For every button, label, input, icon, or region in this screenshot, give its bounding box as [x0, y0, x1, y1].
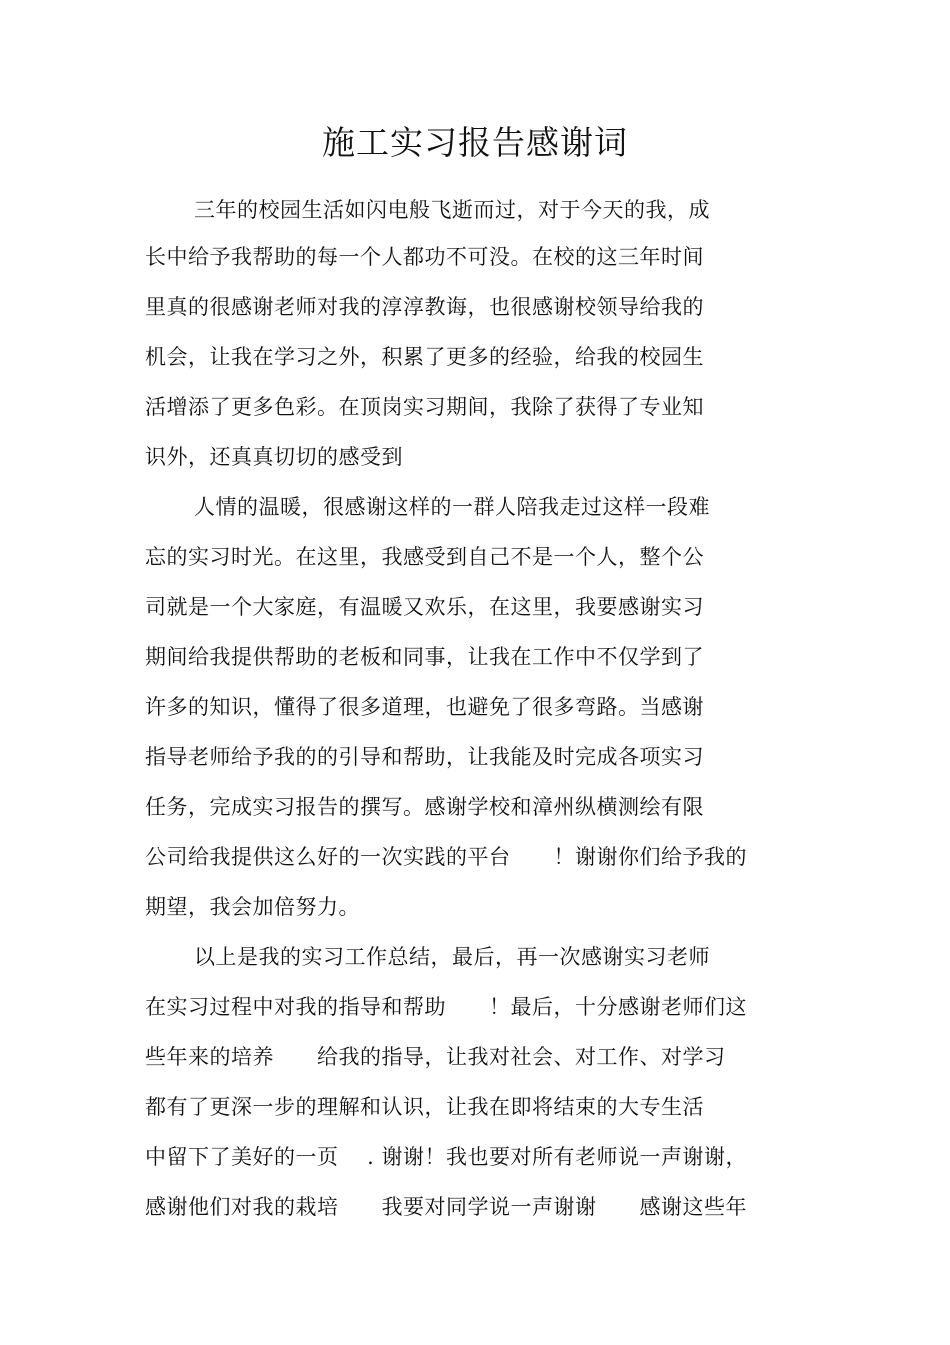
paragraph-line: 人情的温暖，很感谢这样的一群人陪我走过这样一段难 — [194, 495, 710, 519]
paragraph-line: 活增添了更多色彩。在顶岗实习期间，我除了获得了专业知 — [145, 395, 704, 419]
paragraph-line: 里真的很感谢老师对我的淳淳教诲，也很感谢校领导给我的 — [145, 295, 704, 319]
paragraph-line: 在实习过程中对我的指导和帮助 ！最后，十分感谢老师们这 — [145, 995, 747, 1019]
paragraph-line: 都有了更深一步的理解和认识，让我在即将结束的大专生活 — [145, 1095, 704, 1119]
page-title: 施工实习报告感谢词 — [322, 123, 628, 162]
paragraph-line: 些年来的培养 给我的指导，让我对社会、对工作、对学习 — [145, 1045, 726, 1069]
paragraph-line: 中留下了美好的一页 . 谢谢！我也要对所有老师说一声谢谢， — [145, 1145, 748, 1169]
paragraph-line: 机会，让我在学习之外，积累了更多的经验，给我的校园生 — [145, 345, 704, 369]
paragraph-line: 期间给我提供帮助的老板和同事，让我在工作中不仅学到了 — [145, 645, 704, 669]
paragraph-line: 司就是一个大家庭，有温暖又欢乐，在这里，我要感谢实习 — [145, 595, 704, 619]
paragraph-line: 长中给予我帮助的每一个人都功不可没。在校的这三年时间 — [145, 245, 704, 269]
paragraph-line: 识外，还真真切切的感受到 — [145, 445, 403, 469]
paragraph-line: 任务，完成实习报告的撰写。感谢学校和漳州纵横测绘有限 — [145, 795, 704, 819]
paragraph-line: 期望，我会加倍努力。 — [145, 895, 360, 919]
paragraph-line: 以上是我的实习工作总结，最后，再一次感谢实习老师 — [194, 945, 710, 969]
paragraph-line: 公司给我提供这么好的一次实践的平台 ！谢谢你们给予我的 — [145, 845, 747, 869]
paragraph-line: 指导老师给予我的的引导和帮助，让我能及时完成各项实习 — [145, 745, 704, 769]
paragraph-line: 三年的校园生活如闪电般飞逝而过，对于今天的我，成 — [194, 198, 710, 222]
paragraph-line: 许多的知识，懂得了很多道理，也避免了很多弯路。当感谢 — [145, 695, 704, 719]
paragraph-line: 感谢他们对我的栽培 我要对同学说一声谢谢 感谢这些年 — [145, 1195, 747, 1219]
paragraph-line: 忘的实习时光。在这里，我感受到自己不是一个人，整个公 — [145, 545, 704, 569]
